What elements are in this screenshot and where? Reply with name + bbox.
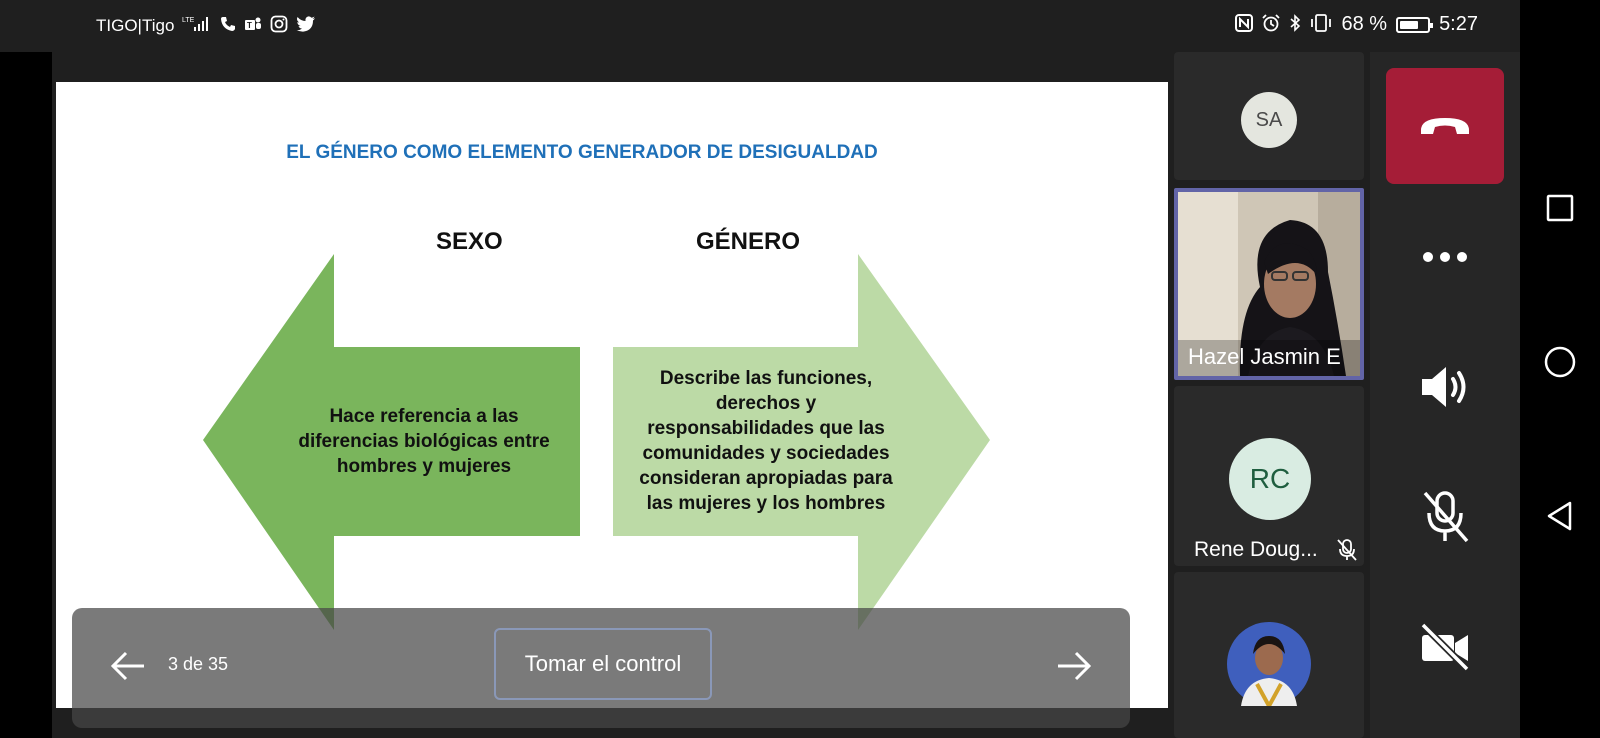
participant-name: Rene Doug... <box>1194 538 1318 561</box>
left-arrow-text <box>274 404 574 479</box>
recents-icon <box>1545 193 1575 223</box>
page-indicator: 3 de 35 <box>168 654 229 674</box>
back-button[interactable] <box>1540 496 1580 536</box>
avatar: RC <box>1229 438 1311 520</box>
arrow-right-icon <box>1054 646 1094 686</box>
left-text-line: diferencias biológicas entre <box>298 431 550 452</box>
right-text-line: comunidades y sociedades <box>642 443 890 464</box>
recents-button[interactable] <box>1540 188 1580 228</box>
right-arrow-text <box>611 366 921 516</box>
take-control-button[interactable]: Tomar el control <box>494 628 712 700</box>
call-controls <box>1370 52 1520 738</box>
svg-text:T: T <box>247 21 253 30</box>
avatar: SA <box>1241 92 1297 148</box>
mic-muted-icon <box>1336 538 1358 562</box>
mic-off-icon <box>1420 489 1470 545</box>
right-text-line: consideran apropiadas para <box>639 468 893 489</box>
home-icon <box>1543 345 1577 379</box>
left-text-line: Hace referencia a las <box>329 406 519 427</box>
more-options-button[interactable] <box>1410 222 1480 292</box>
carrier-name: TIGO|Tigo <box>96 16 175 35</box>
avatar <box>1227 622 1311 706</box>
status-left <box>96 15 316 37</box>
participant-name: Hazel Jasmin E <box>1188 344 1341 369</box>
participant-tile-hazel[interactable] <box>1174 188 1364 380</box>
slide-heading-sexo: SEXO <box>436 228 503 255</box>
presentation-control-bar <box>72 608 1130 728</box>
battery-percent: 68 % <box>1341 13 1388 35</box>
twitter-icon <box>296 16 316 36</box>
battery-icon <box>1396 17 1430 33</box>
right-text-line: responsabilidades que las <box>647 418 885 439</box>
previous-slide-button[interactable] <box>108 646 148 686</box>
teams-icon <box>244 16 262 36</box>
microphone-button[interactable] <box>1410 482 1480 552</box>
slide-title: EL GÉNERO COMO ELEMENTO GENERADOR DE DESIGUALDAD <box>286 142 878 163</box>
vibrate-icon <box>1310 14 1332 36</box>
status-bar <box>0 0 1520 52</box>
bluetooth-icon <box>1289 14 1301 36</box>
home-button[interactable] <box>1540 342 1580 382</box>
participant-tile-rc[interactable] <box>1174 386 1364 566</box>
android-nav-bar <box>1520 0 1600 738</box>
speaker-icon <box>1420 365 1470 409</box>
svg-text:LTE: LTE <box>182 17 195 24</box>
nfc-icon <box>1235 14 1253 36</box>
participant-tile-photo[interactable] <box>1174 572 1364 738</box>
status-right <box>1235 13 1478 36</box>
right-text-line: Describe las funciones, <box>659 368 873 389</box>
participant-tile-sa[interactable] <box>1174 52 1364 180</box>
camera-button[interactable] <box>1410 612 1480 682</box>
arrow-left-icon <box>108 646 148 686</box>
lte-signal-icon <box>182 15 212 37</box>
next-slide-button[interactable] <box>1054 646 1094 686</box>
left-text-line: hombres y mujeres <box>336 456 512 477</box>
instagram-icon <box>270 15 288 37</box>
more-options-icon <box>1422 251 1468 263</box>
phone-icon <box>220 16 236 36</box>
hang-up-button[interactable] <box>1386 68 1504 184</box>
right-text-line: derechos y <box>715 393 817 414</box>
hang-up-icon <box>1419 114 1471 138</box>
right-text-line: las mujeres y los hombres <box>646 493 886 514</box>
alarm-icon <box>1262 14 1280 36</box>
back-icon <box>1545 500 1575 532</box>
camera-off-icon <box>1419 623 1471 671</box>
speaker-button[interactable] <box>1410 352 1480 422</box>
clock: 5:27 <box>1439 13 1478 35</box>
slide-heading-genero: GÉNERO <box>696 228 801 255</box>
